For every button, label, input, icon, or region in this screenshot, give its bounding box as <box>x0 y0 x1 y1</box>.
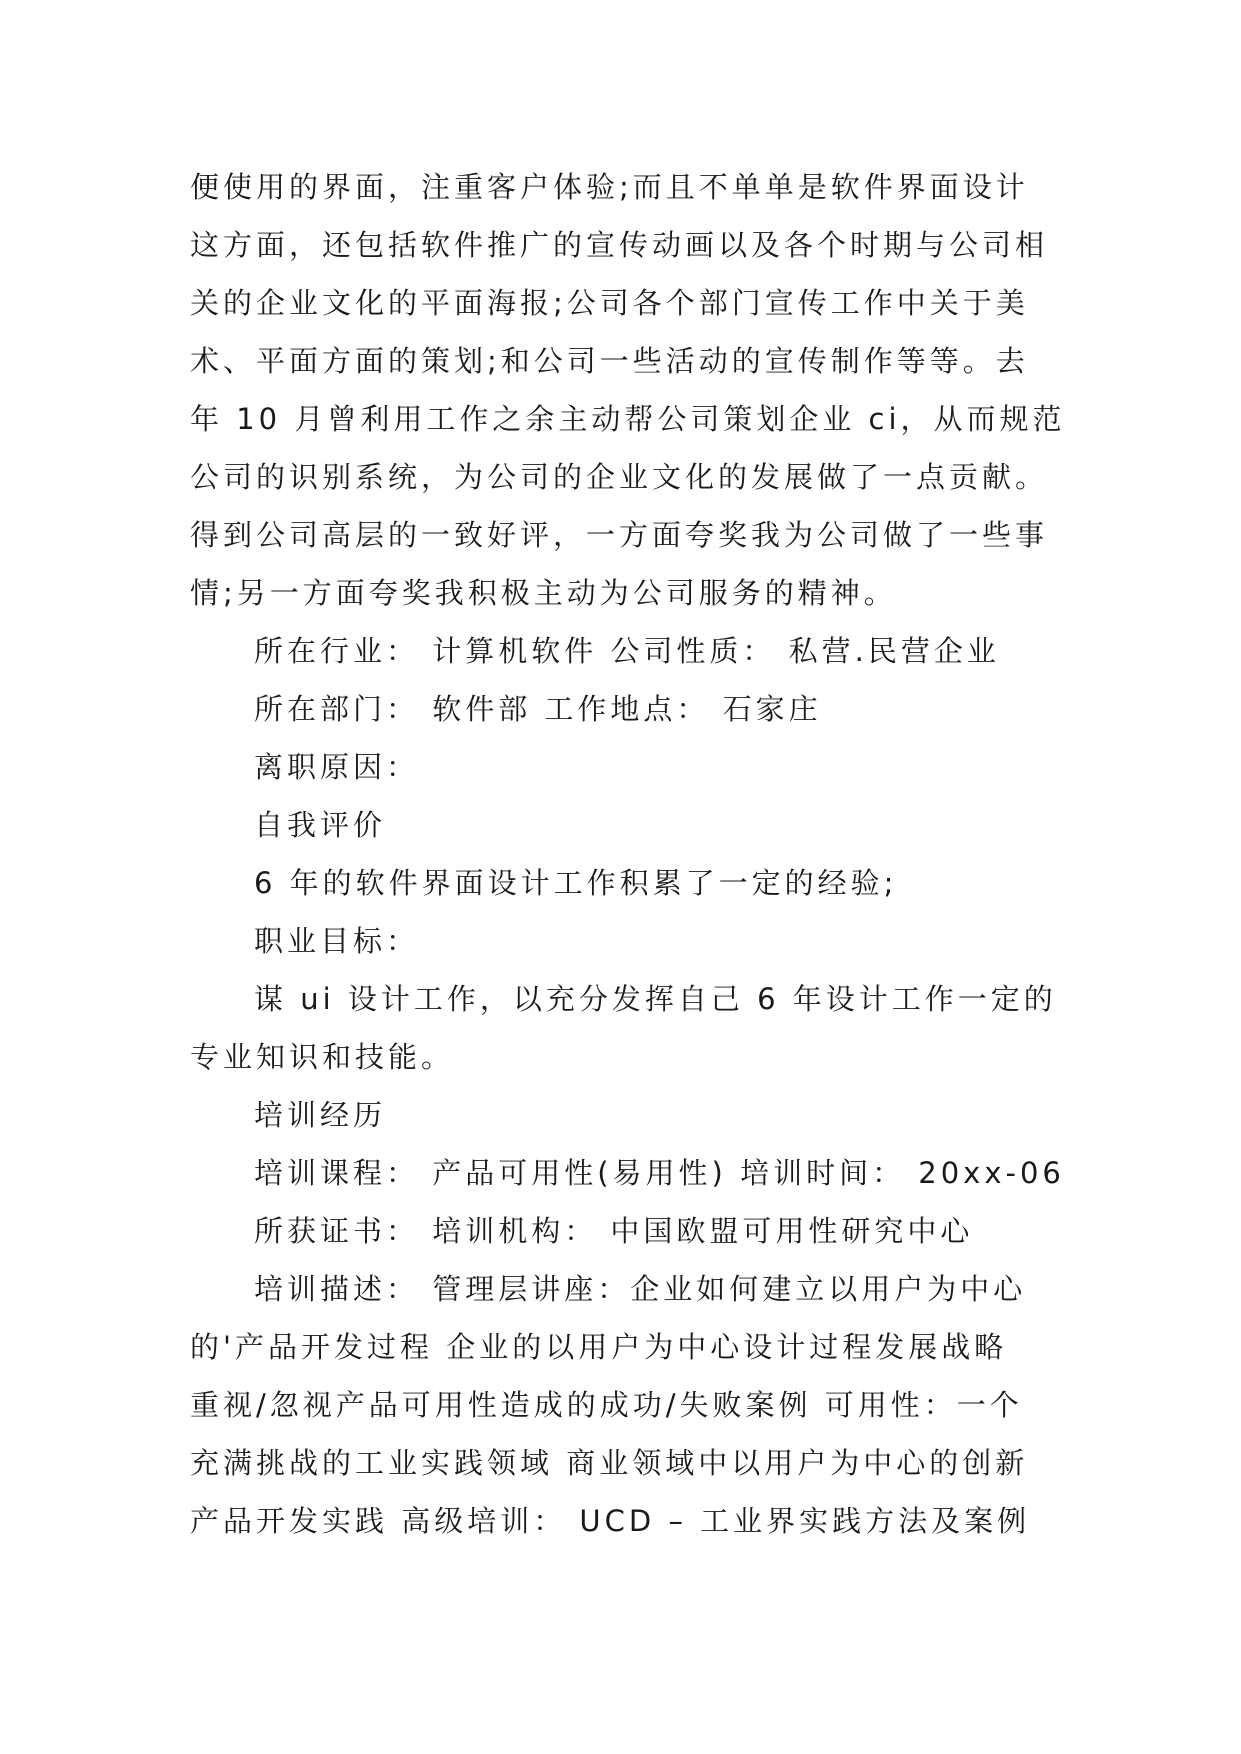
paragraph-line: 便使用的界面，注重客户体验;而且不单单是软件界面设计 <box>190 170 1029 204</box>
career-goal-text-cont: 专业知识和技能。 <box>190 1040 455 1074</box>
self-eval-heading: 自我评价 <box>254 808 387 842</box>
paragraph-line: 年 10 月曾利用工作之余主动帮公司策划企业 ci，从而规范 <box>190 402 1066 436</box>
paragraph-line: 术、平面方面的策划;和公司一些活动的宣传制作等等。去 <box>190 344 1029 378</box>
department-line: 所在部门： 软件部 工作地点： 石家庄 <box>254 692 822 726</box>
training-desc-line: 培训描述： 管理层讲座：企业如何建立以用户为中心 <box>254 1272 1027 1306</box>
self-eval-text: 6 年的软件界面设计工作积累了一定的经验; <box>254 866 898 900</box>
training-cert-line: 所获证书： 培训机构： 中国欧盟可用性研究中心 <box>254 1214 974 1248</box>
paragraph-line: 得到公司高层的一致好评，一方面夸奖我为公司做了一些事 <box>190 518 1049 552</box>
paragraph-line: 关的企业文化的平面海报;公司各个部门宣传工作中关于美 <box>190 286 1029 320</box>
training-desc-line: 重视/忽视产品可用性造成的成功/失败案例 可用性：一个 <box>190 1388 1023 1422</box>
paragraph-line: 情;另一方面夸奖我积极主动为公司服务的精神。 <box>190 576 897 610</box>
paragraph-line: 公司的识别系统，为公司的企业文化的发展做了一点贡献。 <box>190 460 1049 494</box>
document-body <box>190 158 1070 1550</box>
training-heading: 培训经历 <box>254 1098 387 1132</box>
career-goal-text: 谋 ui 设计工作，以充分发挥自己 6 年设计工作一定的 <box>254 982 1057 1016</box>
industry-line: 所在行业： 计算机软件 公司性质： 私营.民营企业 <box>254 634 1000 668</box>
career-goal-heading: 职业目标： <box>254 924 420 958</box>
training-course-line: 培训课程： 产品可用性(易用性) 培训时间： 20xx-06 <box>254 1156 1065 1190</box>
training-desc-line: 的'产品开发过程 企业的以用户为中心设计过程发展战略 <box>190 1330 1008 1364</box>
training-desc-line: 产品开发实践 高级培训： UCD – 工业界实践方法及案例 <box>190 1504 1031 1538</box>
leave-reason: 离职原因： <box>254 750 420 784</box>
training-desc-line: 充满挑战的工业实践领域 商业领域中以用户为中心的创新 <box>190 1446 1029 1480</box>
paragraph-line: 这方面，还包括软件推广的宣传动画以及各个时期与公司相 <box>190 228 1049 262</box>
